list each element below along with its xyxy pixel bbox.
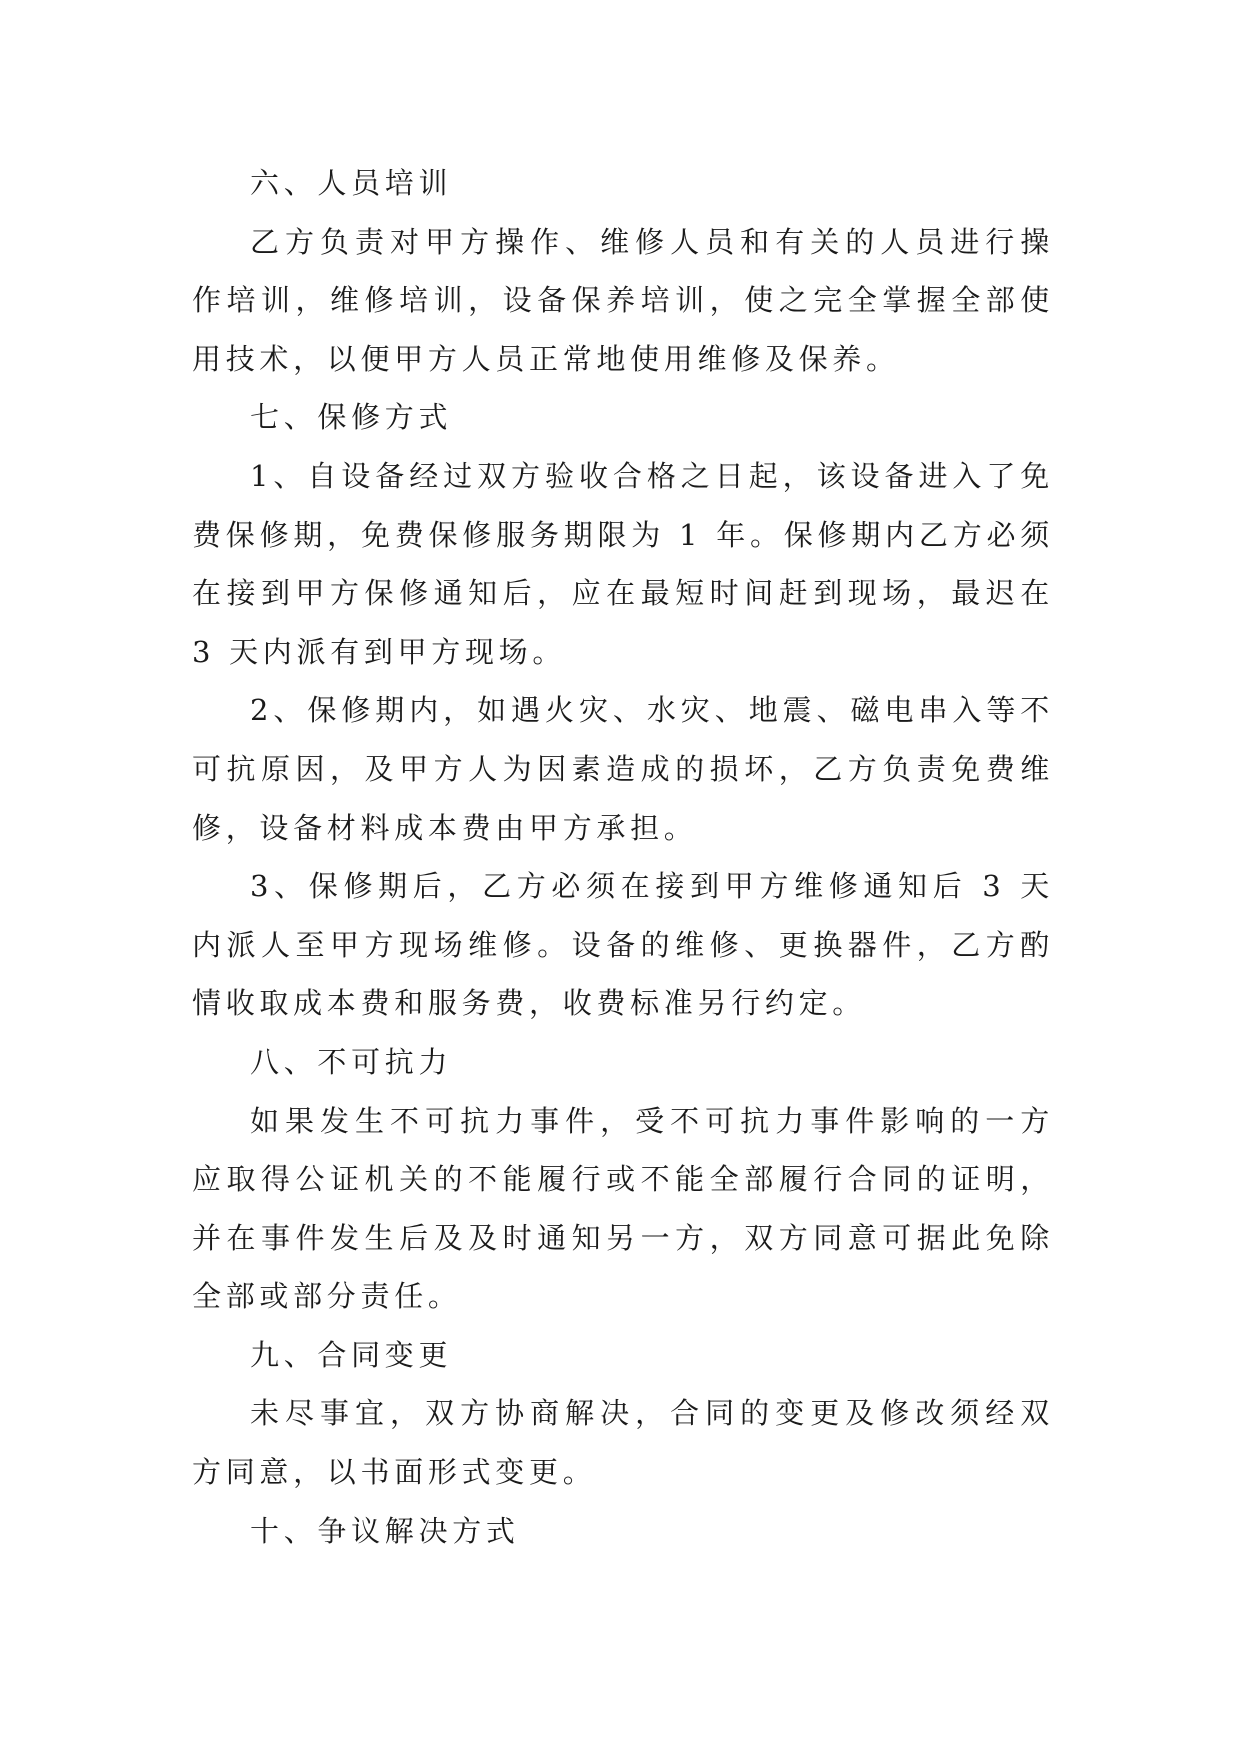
section-heading-training: 六、人员培训	[250, 166, 453, 200]
paragraph-warranty-2: 2、保修期内，如遇火灾、水灾、地震、磁电串入等不可抗原因，及甲方人为因素造成的损坏，乙方负责免费维修，设备材料成本费由甲方承担。	[192, 693, 1054, 845]
paragraph-warranty-3: 3、保修期后，乙方必须在接到甲方维修通知后 3 天内派人至甲方现场维修。设备的维修、更换器件，乙方酌情收取成本费和服务费，收费标准另行约定。	[192, 869, 1054, 1021]
paragraph-warranty-1: 1、自设备经过双方验收合格之日起，该设备进入了免费保修期，免费保修服务期限为 1 年。保修期内乙方必须在接到甲方保修通知后，应在最短时间赶到现场，最迟在 3 天内派有到甲方现场。	[192, 458, 1054, 669]
document-body	[192, 154, 1054, 1560]
section-heading-force-majeure: 八、不可抗力	[250, 1044, 453, 1079]
paragraph-contract-change: 未尽事宜，双方协商解决，合同的变更及修改须经双方同意，以书面形式变更。	[192, 1396, 1054, 1490]
paragraph-training: 乙方负责对甲方操作、维修人员和有关的人员进行操作培训，维修培训，设备保养培训，使之完全掌握全部使用技术，以便甲方人员正常地使用维修及保养。	[192, 224, 1054, 376]
section-heading-dispute-resolution: 十、争议解决方式	[250, 1513, 520, 1548]
paragraph-force-majeure: 如果发生不可抗力事件，受不可抗力事件影响的一方应取得公证机关的不能履行或不能全部履行合同的证明，并在事件发生后及及时通知另一方，双方同意可据此免除全部或部分责任。	[192, 1103, 1054, 1314]
section-heading-contract-change: 九、合同变更	[250, 1337, 453, 1372]
section-heading-warranty: 七、保修方式	[250, 400, 453, 435]
